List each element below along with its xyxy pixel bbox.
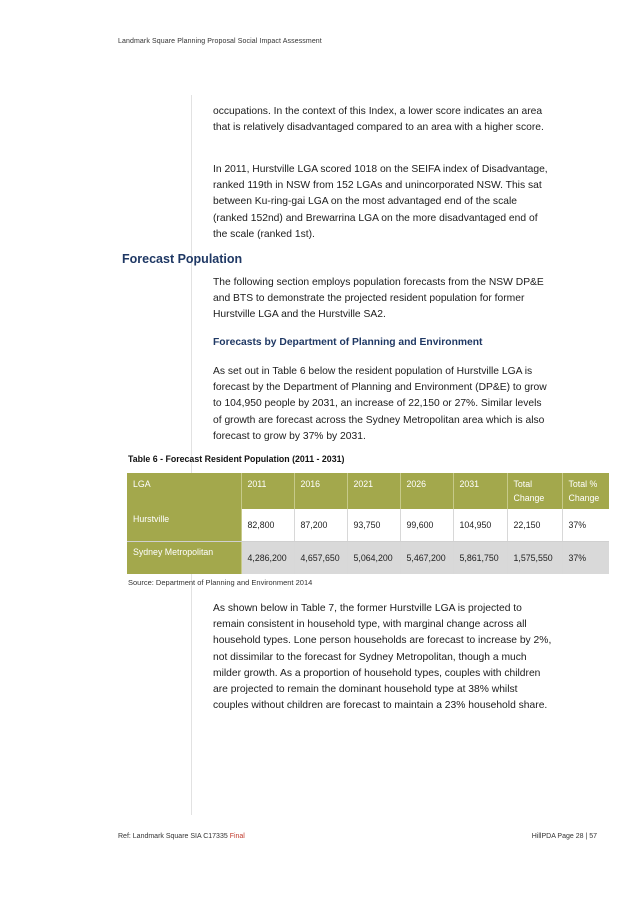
footer-ref-text: Ref: Landmark Square SIA C17335 xyxy=(118,833,230,840)
header-2021: 2021 xyxy=(347,473,400,509)
header-2031: 2031 xyxy=(453,473,507,509)
running-header: Landmark Square Planning Proposal Social Impact Assessment xyxy=(118,38,322,45)
header-total-pct-change: Total % Change xyxy=(562,473,609,509)
cell-2026: 5,467,200 xyxy=(400,542,453,575)
cell-2026: 99,600 xyxy=(400,509,453,542)
footer-status: Final xyxy=(229,833,245,840)
header-2016: 2016 xyxy=(294,473,347,509)
header-lga: LGA xyxy=(127,473,241,509)
cell-2021: 93,750 xyxy=(347,509,400,542)
cell-total-pct-change: 37% xyxy=(562,509,609,542)
subheading-dpe: Forecasts by Department of Planning and Environment xyxy=(213,337,483,348)
table-caption: Table 6 - Forecast Resident Population (2011 - 2031) xyxy=(128,454,345,464)
header-2026: 2026 xyxy=(400,473,453,509)
section-title: Forecast Population xyxy=(122,252,243,266)
cell-2016: 87,200 xyxy=(294,509,347,542)
cell-lga: Sydney Metropolitan xyxy=(127,542,241,575)
paragraph-forecast-intro: The following section employs population forecasts from the NSW DP&E and BTS to demonstrate the projected resident population for former Hurstville LGA and the Hurstville SA2. xyxy=(213,277,544,321)
cell-2016: 4,657,650 xyxy=(294,542,347,575)
cell-lga: Hurstville xyxy=(127,509,241,542)
cell-2011: 4,286,200 xyxy=(241,542,294,575)
cell-2021: 5,064,200 xyxy=(347,542,400,575)
paragraph-seifa-intro: occupations. In the context of this Index, a lower score indicates an area that is relatively disadvantaged compared to an area with a higher score. xyxy=(213,106,544,134)
paragraph-forecast-dpe: As set out in Table 6 below the resident population of Hurstville LGA is forecast by the Department of Planning and Environment (DP&E) to grow to 104,950 people by 2031, an increase of 22,150 or 27%. Similar levels of growth are forecast across the Sydney Metropolitan area which is also forecast to grow by 37% by 2031. xyxy=(213,366,547,442)
paragraph-seifa-2011: In 2011, Hurstville LGA scored 1018 on the SEIFA index of Disadvantage, ranked 119th in NSW from 152 LGAs and unincorporated NSW. This sat between Ku-ring-gai LGA on the most advantaged end of the scale (ranked 152nd) and Brewarrina LGA on the more disadvantaged end of the scale (ranked 1st). xyxy=(213,164,548,240)
cell-2031: 104,950 xyxy=(453,509,507,542)
table-header-row xyxy=(127,473,609,509)
paragraph-household-type: As shown below in Table 7, the former Hurstville LGA is projected to remain consistent in household type, with marginal change across all household types. Lone person households are forecast to increase by 2%, not dissimilar to the forecast for Sydney Metropolitan, though a much milder growth. As a proportion of household types, couples with children are projected to remain the dominant household type at 38% whilst couples without children are forecast to maintain a 23% household share. xyxy=(213,603,552,712)
header-total-change: Total Change xyxy=(507,473,562,509)
cell-2011: 82,800 xyxy=(241,509,294,542)
cell-total-pct-change: 37% xyxy=(562,542,609,575)
footer-reference xyxy=(118,833,245,840)
cell-total-change: 1,575,550 xyxy=(507,542,562,575)
cell-2031: 5,861,750 xyxy=(453,542,507,575)
table-row xyxy=(127,509,609,542)
population-forecast-table xyxy=(127,473,609,574)
footer-page-number: HillPDA Page 28 | 57 xyxy=(531,833,597,840)
cell-total-change: 22,150 xyxy=(507,509,562,542)
table-source: Source: Department of Planning and Environment 2014 xyxy=(128,578,313,587)
table-row xyxy=(127,542,609,575)
header-2011: 2011 xyxy=(241,473,294,509)
